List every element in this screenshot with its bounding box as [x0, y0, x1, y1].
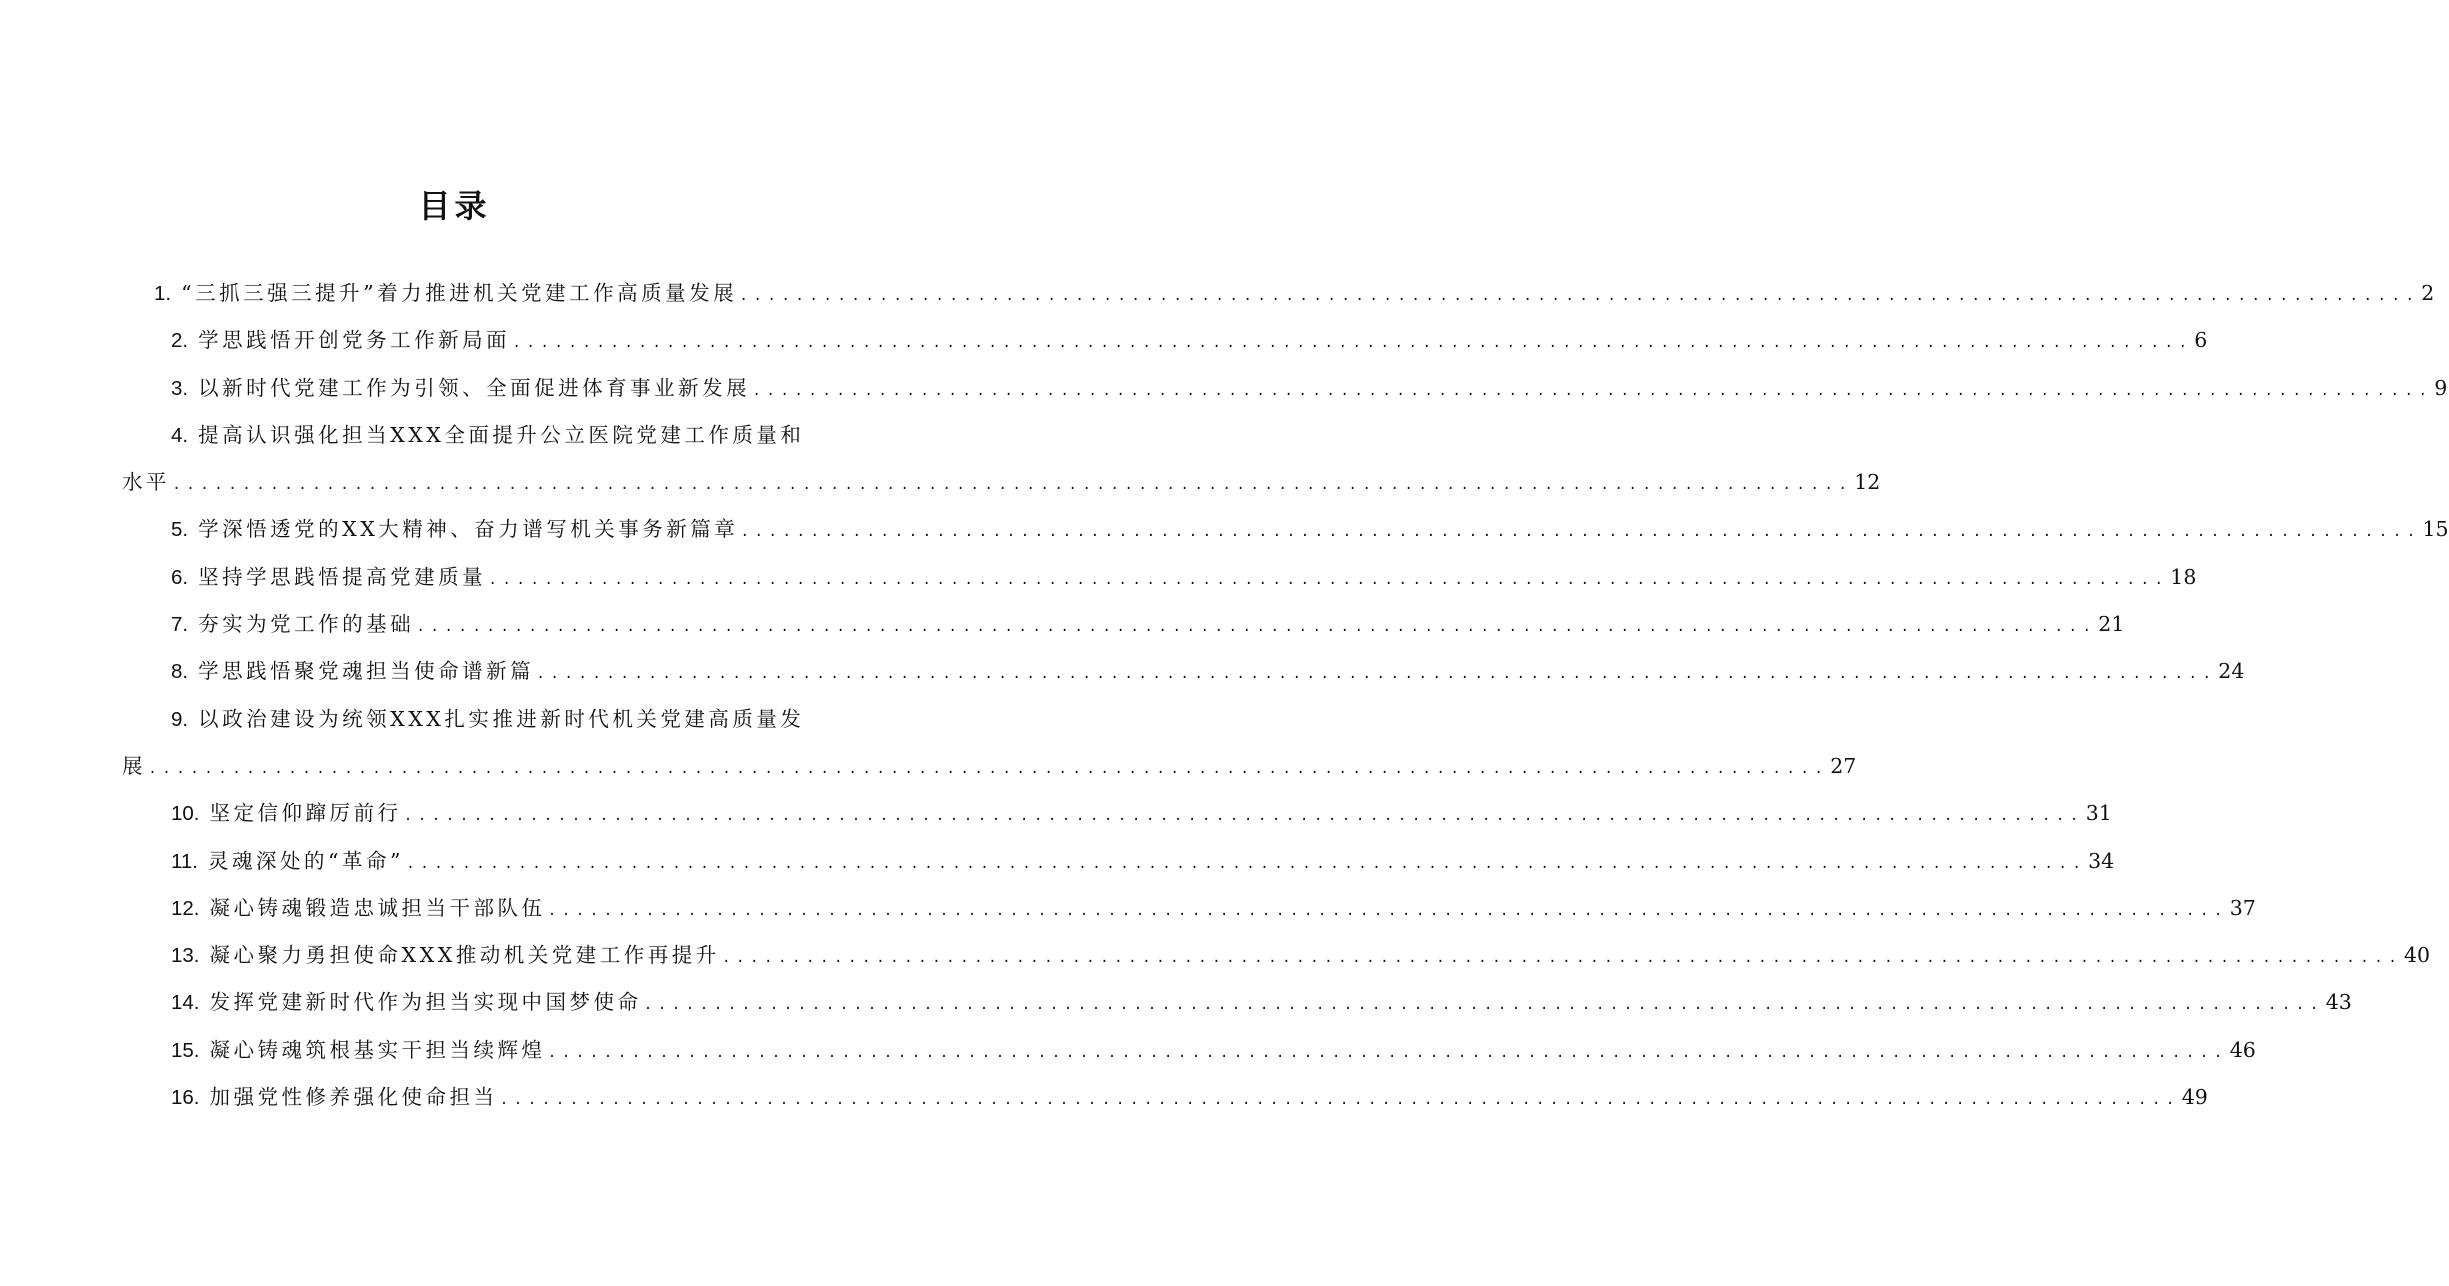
leader-dots: ........................................................................................................................ [499, 1092, 2180, 1110]
leader-dots: ........................................................................................................................ [405, 855, 2087, 873]
toc-entry[interactable] [122, 885, 2256, 932]
leader-dots: ........................................................................................................................ [403, 808, 2084, 826]
entry-page: 34 [2088, 848, 2115, 873]
toc-entry[interactable] [122, 979, 2352, 1026]
entry-number: 2. [171, 329, 189, 353]
entry-title: 以新时代党建工作为引领、全面促进体育事业新发展 [198, 375, 751, 400]
toc-entry[interactable] [122, 506, 2449, 553]
entry-title-continuation: 水平 [122, 470, 170, 495]
table-of-contents [122, 270, 2449, 1121]
entry-page: 2 [2421, 281, 2435, 305]
entry-number: 13. [171, 944, 200, 968]
toc-entry[interactable] [122, 932, 2431, 979]
entry-title: 加强党性修养强化使命担当 [209, 1085, 498, 1110]
entry-title: 以政治建设为统领XXX扎实推进新时代机关党建高质量发 [198, 706, 805, 731]
toc-entry[interactable] [122, 838, 2115, 885]
entry-page: 31 [2085, 801, 2112, 826]
leader-dots: ........................................................................................................................ [740, 524, 2421, 542]
entry-number: 12. [171, 896, 200, 920]
toc-entry[interactable] [122, 601, 2125, 648]
entry-number: 15. [171, 1038, 200, 1062]
toc-entry[interactable] [122, 648, 2245, 695]
toc-entry[interactable] [122, 1027, 2256, 1074]
entry-number: 1. [154, 282, 172, 305]
leader-dots: ........................................................................................................................ [488, 571, 2169, 589]
toc-entry[interactable] [122, 317, 2208, 364]
entry-page: 37 [2229, 895, 2256, 920]
entry-page: 49 [2181, 1085, 2208, 1110]
entry-title: 提高认识强化担当XXX全面提升公立医院党建工作质量和 [198, 422, 805, 447]
entry-page: 40 [2403, 943, 2431, 968]
entry-number: 5. [171, 518, 189, 542]
leader-dots: ........................................................................................................................ [416, 619, 2097, 637]
toc-entry[interactable] [122, 554, 2197, 601]
entry-number: 4. [171, 423, 189, 447]
entry-title: 灵魂深处的“革命” [207, 848, 404, 873]
toc-entry[interactable] [122, 365, 2448, 412]
entry-title: 学思践悟聚党魂担当使命谱新篇 [198, 659, 535, 684]
toc-entry-continuation[interactable] [122, 459, 1881, 506]
toc-entry-continuation[interactable] [122, 743, 1857, 790]
entry-page: 6 [2194, 328, 2208, 353]
toc-entry[interactable] [122, 790, 2112, 837]
entry-number: 7. [171, 613, 189, 637]
entry-number: 3. [171, 376, 189, 400]
entry-page: 21 [2098, 612, 2125, 637]
leader-dots: ........................................................................................................................ [172, 477, 1853, 495]
entry-page: 9 [2434, 375, 2448, 400]
entry-title: 凝心铸魂锻造忠诚担当干部队伍 [209, 895, 546, 920]
entry-number: 8. [171, 660, 189, 684]
entry-number: 16. [171, 1086, 200, 1110]
leader-dots: ........................................................................................................................ [752, 382, 2433, 400]
entry-title: 夯实为党工作的基础 [198, 612, 415, 637]
entry-page: 46 [2229, 1037, 2256, 1062]
entry-title: 发挥党建新时代作为担当实现中国梦使命 [209, 990, 642, 1015]
leader-dots: ........................................................................................................................ [721, 950, 2402, 968]
entry-title: 坚定信仰蹿厉前行 [209, 801, 402, 826]
entry-number: 14. [171, 991, 200, 1015]
entry-title: 凝心铸魂筑根基实干担当续辉煌 [209, 1037, 546, 1062]
leader-dots: ........................................................................................................................ [536, 666, 2217, 684]
entry-title: 凝心聚力勇担使命XXX推动机关党建工作再提升 [209, 943, 720, 968]
leader-dots: ........................................................................................................................ [739, 288, 2420, 305]
entry-title: 坚持学思践悟提高党建质量 [198, 564, 487, 589]
entry-page: 15 [2422, 517, 2449, 542]
entry-number: 10. [171, 802, 200, 826]
entry-title: “三抓三强三提升”着力推进机关党建工作高质量发展 [181, 281, 738, 305]
entry-number: 6. [171, 565, 189, 589]
toc-entry[interactable] [122, 696, 805, 743]
entry-page: 43 [2325, 990, 2352, 1015]
leader-dots: ........................................................................................................................ [547, 902, 2228, 920]
entry-title-continuation: 展 [122, 753, 146, 778]
entry-title: 学思践悟开创党务工作新局面 [198, 328, 511, 353]
page-title: 目录 [418, 187, 491, 225]
leader-dots: ........................................................................................................................ [148, 760, 1829, 778]
leader-dots: ........................................................................................................................ [643, 997, 2324, 1015]
entry-number: 9. [171, 707, 189, 731]
toc-entry[interactable] [122, 1074, 2208, 1121]
entry-page: 18 [2170, 564, 2197, 589]
entry-page: 12 [1854, 470, 1881, 495]
entry-number: 11. [171, 849, 198, 873]
entry-page: 24 [2218, 659, 2245, 684]
toc-entry[interactable] [122, 270, 2435, 317]
entry-page: 27 [1830, 753, 1857, 778]
toc-entry[interactable] [122, 412, 805, 459]
entry-title: 学深悟透党的XX大精神、奋力谱写机关事务新篇章 [198, 517, 739, 542]
leader-dots: ........................................................................................................................ [512, 335, 2193, 353]
leader-dots: ........................................................................................................................ [547, 1044, 2228, 1062]
